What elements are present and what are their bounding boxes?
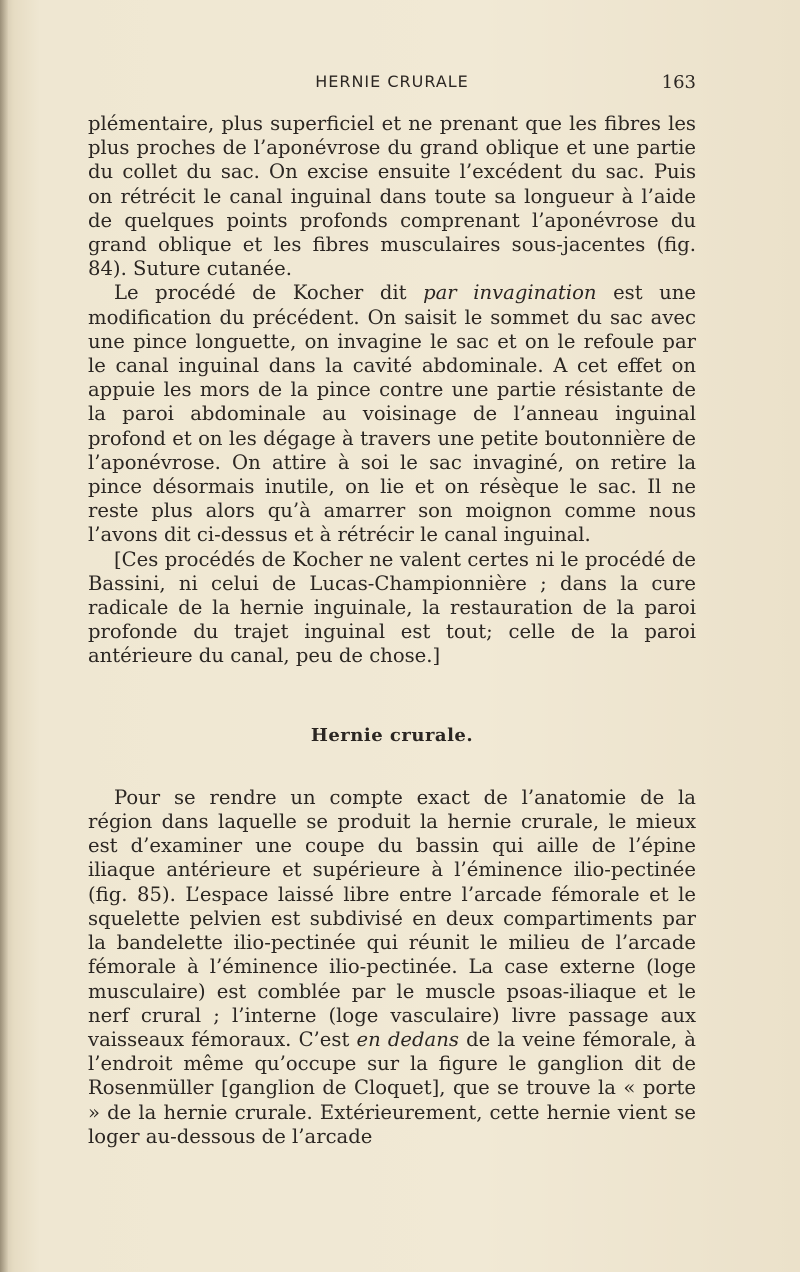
paragraph-2-text-b: est une modification du précédent. On saisit le sommet du sac avec une pince longuette, on invagine le sac et on le refoule par le canal inguinal dans la cavité abdominale. A cet effet on appuie les mors de la pince contre une partie résistante de la paroi abdominale au voisinage de l’anneau inguinal profond et on les dégage à travers une petite boutonnière de l’aponévrose. On attire à soi le sac invaginé, on retire la pince désormais inutile, on lie et on résèque le sac. Il ne reste plus alors qu’à amarrer son moignon comme nous l’avons dit ci-dessus et à rétrécir le canal inguinal.: [88, 281, 696, 547]
paragraph-2: [88, 281, 696, 547]
paragraph-2-text-a: Le procédé de Kocher dit: [114, 281, 424, 305]
paragraph-4: [88, 786, 696, 1149]
book-spine-shadow: [0, 0, 8, 1272]
paragraph-3: [Ces procédés de Kocher ne valent certes ni le procédé de Bassini, ni celui de Lucas-Championnière ; dans la cure radicale de la hernie inguinale, la restauration de la paroi profonde du trajet inguinal est tout; celle de la paroi antérieure du canal, peu de chose.]: [88, 547, 696, 668]
running-title: HERNIE CRURALE: [315, 72, 469, 91]
page-number: 163: [661, 72, 696, 93]
paragraph-1: plémentaire, plus superficiel et ne prenant que les fibres les plus proches de l’aponévrose du grand oblique et une partie du collet du sac. On excise ensuite l’excédent du sac. Puis on rétrécit le canal inguinal dans toute sa longueur à l’aide de quelques points profonds comprenant l’aponévrose du grand oblique et les fibres musculaires sous-jacentes (fig. 84). Suture cutanée.: [88, 112, 696, 281]
paragraph-4-text-b: de la veine fémorale, à l’endroit même qu’occupe sur la figure le ganglion dit de Rosenmüller [ganglion de Cloquet], que se trouve la « porte » de la hernie crurale. Extérieurement, cette hernie vient se loger au-dessous de l’arcade: [88, 1027, 696, 1148]
section-title: Hernie crurale.: [310, 724, 474, 746]
paragraph-4-text-a: Pour se rendre un compte exact de l’anatomie de la région dans laquelle se produit la hernie crurale, le mieux est d’examiner une coupe du bassin qui aille de l’épine iliaque antérieure et supérieure à l’éminence ilio-pectinée (fig. 85). L’espace laissé libre entre l’arcade fémorale et le squelette pelvien est subdivisé en deux compartiments par la bandelette ilio-pectinée qui réunit le milieu de l’arcade fémorale à l’éminence ilio-pectinée. La case externe (loge musculaire) est comblée par le muscle psoas-iliaque et le nerf crural ; l’interne (loge vasculaire) livre passage aux vaisseaux fémoraux. C’est: [88, 785, 696, 1051]
page-header: [88, 72, 696, 96]
paragraph-4-italic: en dedans: [356, 1027, 459, 1051]
paragraph-2-italic: par invagination: [423, 281, 597, 305]
page-body: [88, 112, 696, 1149]
